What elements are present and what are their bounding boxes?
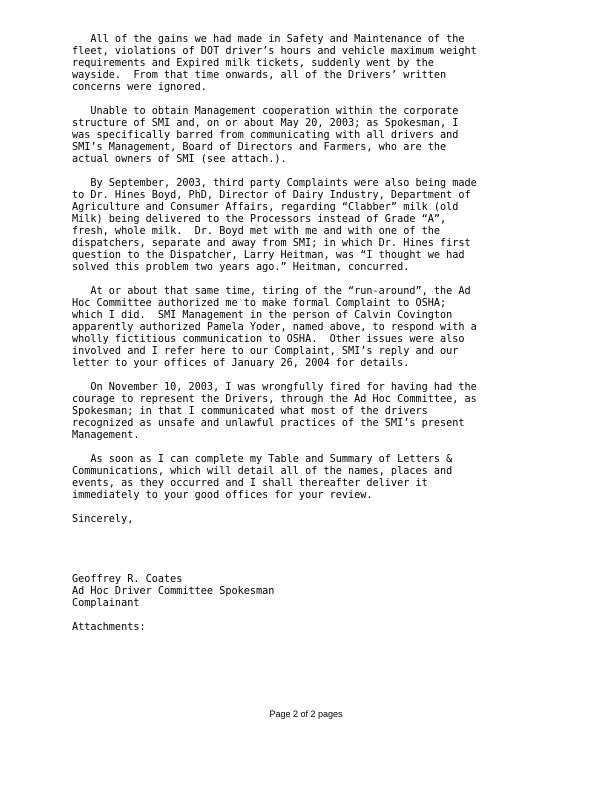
letter-page [72, 34, 542, 634]
paragraph-line: fresh, whole milk. Dr. Boyd met with me and with one of the [72, 226, 441, 237]
signer-role: Complainant [72, 598, 140, 609]
paragraph-line: concerns were ignored. [72, 82, 207, 93]
paragraph-line: actual owners of SMI (see attach.). [72, 154, 287, 165]
paragraph-line: wayside. From that time onwards, all of the Drivers’ written [72, 70, 447, 81]
paragraph-line: solved this problem two years ago.” Heitman, concurred. [72, 262, 410, 273]
paragraph-line: dispatchers, separate and away from SMI; in which Dr. Hines first [72, 238, 471, 249]
paragraph-line: structure of SMI and, on or about May 20, 2003; as Spokesman, I [72, 118, 459, 129]
body-paragraph [72, 382, 542, 442]
signer-name: Geoffrey R. Coates [72, 574, 183, 585]
attachments-label: Attachments: [72, 622, 146, 633]
paragraph-line: SMI’s Management, Board of Directors and Farmers, who are the [72, 142, 447, 153]
paragraph-line: immediately to your good offices for your review. [72, 490, 373, 501]
paragraph-line: Spokesman; in that I communicated what most of the drivers [72, 406, 428, 417]
paragraph-line: requirements and Expired milk tickets, suddenly went by the [72, 58, 434, 69]
page-footer: Page 2 of 2 pages [269, 709, 343, 719]
letter-body [72, 34, 542, 502]
paragraph-line: Milk) being delivered to the Processors instead of Grade “A”, [72, 214, 447, 225]
paragraph-line: Communications, which will detail all of the names, places and [72, 466, 453, 477]
paragraph-line: wholly fictitious communication to OSHA. Other issues were also [72, 334, 465, 345]
paragraph-line: courage to represent the Drivers, through the Ad Hoc Committee, as [72, 394, 477, 405]
body-paragraph [72, 106, 542, 166]
signature-block [72, 574, 542, 610]
paragraph-line: fleet, violations of DOT driver’s hours and vehicle maximum weight [72, 46, 477, 57]
paragraph-line: to Dr. Hines Boyd, PhD, Director of Dairy Industry, Department of [72, 190, 471, 201]
paragraph-line: which I did. SMI Management in the person of Calvin Covington [72, 310, 453, 321]
paragraph-line: events, as they occurred and I shall thereafter deliver it [72, 478, 428, 489]
paragraph-line: was specifically barred from communicating with all drivers and [72, 130, 459, 141]
paragraph-line: question to the Dispatcher, Larry Heitman, was “I thought we had [72, 250, 465, 261]
body-paragraph [72, 286, 542, 370]
paragraph-line: involved and I refer here to our Complaint, SMI’s reply and our [72, 346, 459, 357]
paragraph-line: Hoc Committee authorized me to make formal Complaint to OSHA; [72, 298, 447, 309]
paragraph-line: Unable to obtain Management cooperation within the corporate [72, 106, 459, 117]
paragraph-line: As soon as I can complete my Table and Summary of Letters & [72, 454, 453, 465]
paragraph-line: Management. [72, 430, 140, 441]
paragraph-line: At or about that same time, tiring of the “run-around”, the Ad [72, 286, 471, 297]
closing [72, 514, 542, 526]
paragraph-line: By September, 2003, third party Complaints were also being made [72, 178, 477, 189]
body-paragraph [72, 178, 542, 274]
closing-text: Sincerely, [72, 514, 134, 525]
paragraph-line: All of the gains we had made in Safety and Maintenance of the [72, 34, 465, 45]
paragraph-line: recognized as unsafe and unlawful practices of the SMI’s present [72, 418, 465, 429]
paragraph-line: Agriculture and Consumer Affairs, regarding “Clabber” milk (old [72, 202, 459, 213]
body-paragraph [72, 454, 542, 502]
paragraph-line: On November 10, 2003, I was wrongfully fired for having had the [72, 382, 477, 393]
paragraph-line: apparently authorized Pamela Yoder, named above, to respond with a [72, 322, 477, 333]
signer-title: Ad Hoc Driver Committee Spokesman [72, 586, 275, 597]
body-paragraph [72, 34, 542, 94]
paragraph-line: letter to your offices of January 26, 2004 for details. [72, 358, 410, 369]
attachments-section [72, 622, 542, 634]
